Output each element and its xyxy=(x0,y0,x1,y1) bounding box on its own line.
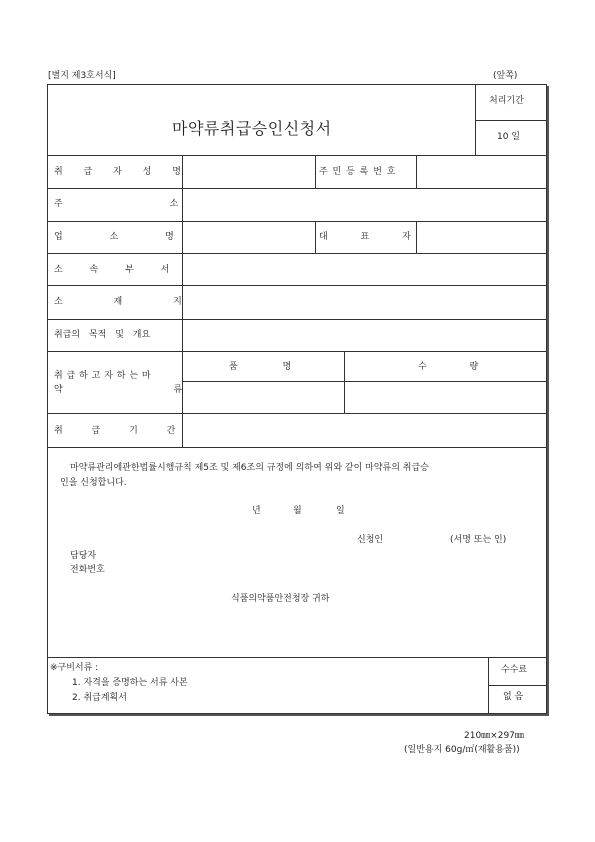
resident-number-field[interactable] xyxy=(416,156,544,188)
quantity-field[interactable] xyxy=(343,381,544,411)
processing-period-value: 10 일 xyxy=(497,132,521,142)
location-label: 소 재 지 xyxy=(54,297,182,307)
purpose-field[interactable] xyxy=(181,318,544,350)
form-title: 마약류취급승인신청서 xyxy=(172,119,332,138)
business-name-field[interactable] xyxy=(181,221,314,253)
department-field[interactable] xyxy=(181,253,544,285)
handler-name-field[interactable] xyxy=(181,156,314,188)
paper-spec: (일반용지 60g/㎡(재활용품)) xyxy=(404,745,520,755)
representative-label: 대 표 자 xyxy=(319,232,411,242)
product-name-field[interactable] xyxy=(181,381,343,411)
product-name-header: 품 명 xyxy=(229,362,292,372)
required-doc-2: 2. 취급계획서 xyxy=(72,693,127,703)
form-number: [별지 제3호서식] xyxy=(48,71,116,81)
paper-size: 210㎜×297㎜ xyxy=(464,731,524,741)
handler-name-label: 취 급 자 성 명 xyxy=(54,167,181,177)
statement-line1: 마약류관리에관한법률시행규칙 제5조 및 제6조의 규정에 의하여 위와 같이 마약류의 취급승 xyxy=(70,463,429,473)
address-field[interactable] xyxy=(181,188,544,220)
date-year: 년 xyxy=(252,506,261,516)
officer-label: 담당자 xyxy=(70,551,97,561)
department-label: 소 속 부 서 xyxy=(54,265,170,275)
drugs-label-line1: 취 급 하 고 자 하 는 마 xyxy=(54,371,151,381)
applicant-label: 신청인 xyxy=(357,535,384,545)
address-label: 주 소 xyxy=(54,199,179,209)
period-label: 취 급 기 간 xyxy=(54,426,176,436)
processing-period-label: 처리기간 xyxy=(489,96,524,106)
date-month: 월 xyxy=(293,506,302,516)
purpose-label: 취급의 목적 및 개요 xyxy=(54,330,151,340)
period-field[interactable] xyxy=(181,413,544,446)
drugs-label-line2: 약 류 xyxy=(54,385,183,395)
required-doc-1: 1. 자격을 증명하는 서류 사본 xyxy=(72,678,188,688)
fee-value: 없 음 xyxy=(503,692,524,702)
signature-note: (서명 또는 인) xyxy=(450,535,507,545)
fee-label: 수수료 xyxy=(501,665,528,675)
phone-label: 전화번호 xyxy=(70,565,105,575)
statement-line2: 인을 신청합니다. xyxy=(60,478,127,488)
addressee: 식품의약품안전청장 귀하 xyxy=(231,594,330,604)
page-side-label: (앞쪽) xyxy=(493,71,518,81)
resident-number-label: 주 민 등 록 번 호 xyxy=(319,167,396,177)
location-field[interactable] xyxy=(181,285,544,318)
required-docs-title: ※구비서류 : xyxy=(50,663,99,673)
quantity-header: 수 량 xyxy=(418,362,479,372)
business-name-label: 업 소 명 xyxy=(54,232,174,242)
date-day: 일 xyxy=(336,506,345,516)
representative-field[interactable] xyxy=(416,221,544,253)
